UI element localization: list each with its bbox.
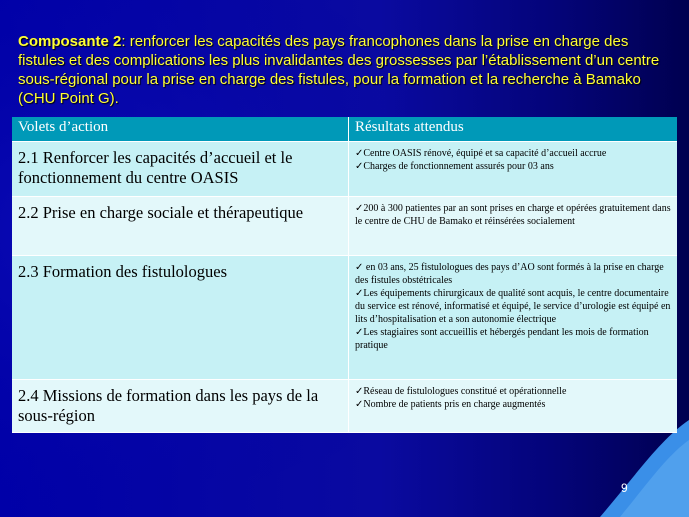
- page-number: 9: [621, 481, 628, 495]
- table-header-row: [12, 117, 677, 142]
- results-cell: [349, 197, 678, 256]
- results-cell: [349, 380, 678, 433]
- action-cell: 2.1 Renforcer les capacités d’accueil et le fonctionnement du centre OASIS: [12, 142, 349, 197]
- header-resultats: Résultats attendus: [349, 117, 678, 142]
- result-item: ✓Les stagiaires sont accueillis et hébergés pendant les mois de formation pratique: [355, 327, 649, 351]
- table-row: [12, 256, 677, 380]
- table-row: [12, 142, 677, 197]
- action-cell: 2.4 Missions de formation dans les pays de la sous-région: [12, 380, 349, 433]
- result-item: ✓Charges de fonctionnement assurés pour 03 ans: [355, 161, 554, 172]
- result-item: ✓Les équipements chirurgicaux de qualité sont acquis, le centre documentaire du service est rénové, informatisé et équipé, le service d’urologie est équipé en lits d’hospitalisation et a son autonomie électrique: [355, 288, 671, 325]
- result-item: ✓Réseau de fistulologues constitué et opérationnelle: [355, 386, 567, 397]
- results-cell: [349, 142, 678, 197]
- action-cell: 2.3 Formation des fistulologues: [12, 256, 349, 380]
- result-item: ✓200 à 300 patientes par an sont prises en charge et opérées gratuitement dans le centre de CHU de Bamako et réinsérées socialement: [355, 203, 671, 227]
- results-cell: [349, 256, 678, 380]
- table-row: [12, 380, 677, 433]
- actions-table: [12, 117, 677, 433]
- action-cell: 2.2 Prise en charge sociale et thérapeutique: [12, 197, 349, 256]
- title-text: : renforcer les capacités des pays francophones dans la prise en charge des fistules et des complications les plus invalidantes des grossesses par l’établissement d’un centre sous-régional pour la prise en charge des fistules, pour la formation et la recherche à Bamako (CHU Point G).: [18, 33, 660, 107]
- table-row: [12, 197, 677, 256]
- result-item: ✓ en 03 ans, 25 fistulologues des pays d’AO sont formés à la prise en charge des fistules obstétricales: [355, 262, 664, 286]
- result-item: ✓Centre OASIS rénové, équipé et sa capacité d’accueil accrue: [355, 148, 607, 159]
- slide-title: [18, 32, 668, 108]
- result-item: ✓Nombre de patients pris en charge augmentés: [355, 399, 546, 410]
- header-volets: Volets d’action: [12, 117, 349, 142]
- title-lead: Composante 2: [18, 33, 122, 50]
